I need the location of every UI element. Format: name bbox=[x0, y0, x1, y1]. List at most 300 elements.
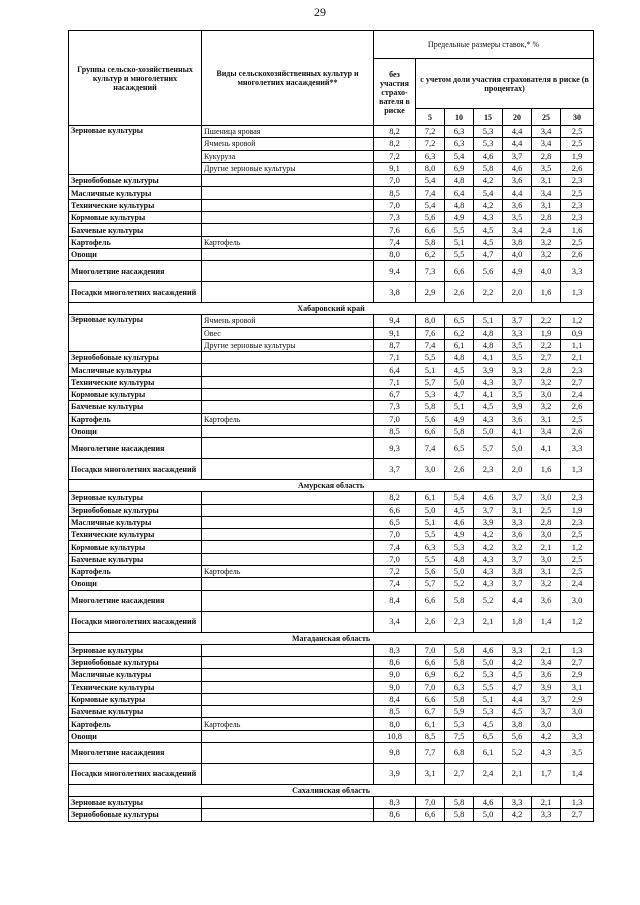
rate-no-participation-cell: 8,2 bbox=[374, 138, 416, 150]
rate-value-cell: 1,3 bbox=[561, 644, 594, 656]
rate-value-cell: 6,4 bbox=[445, 187, 474, 199]
crop-type-cell: Картофель bbox=[202, 236, 374, 248]
rate-value-cell: 4,0 bbox=[532, 261, 561, 282]
table-row bbox=[69, 282, 594, 303]
rate-value-cell: 2,1 bbox=[532, 644, 561, 656]
table-row bbox=[69, 126, 594, 138]
crop-type-cell bbox=[202, 261, 374, 282]
rate-value-cell: 3,6 bbox=[532, 590, 561, 611]
rate-value-cell: 3,2 bbox=[532, 401, 561, 413]
rate-value-cell: 4,9 bbox=[445, 413, 474, 425]
rate-value-cell: 3,3 bbox=[503, 327, 532, 339]
rate-value-cell: 3,7 bbox=[503, 492, 532, 504]
page-number: 29 bbox=[314, 5, 326, 19]
rate-no-participation-cell: 8,5 bbox=[374, 187, 416, 199]
rate-no-participation-cell: 9,8 bbox=[374, 742, 416, 763]
rate-value-cell: 3,0 bbox=[532, 718, 561, 730]
rate-value-cell: 4,7 bbox=[445, 389, 474, 401]
rate-no-participation-cell: 7,6 bbox=[374, 224, 416, 236]
crop-group-cell: Масличные культуры bbox=[69, 516, 202, 528]
table-row bbox=[69, 669, 594, 681]
rate-value-cell: 1,2 bbox=[561, 541, 594, 553]
table-row bbox=[69, 261, 594, 282]
crop-type-cell: Картофель bbox=[202, 413, 374, 425]
crop-type-cell bbox=[202, 282, 374, 303]
rate-value-cell: 4,2 bbox=[503, 656, 532, 668]
rate-value-cell: 6,2 bbox=[445, 327, 474, 339]
rate-value-cell: 1,6 bbox=[532, 459, 561, 480]
rate-value-cell: 5,3 bbox=[416, 389, 445, 401]
rate-value-cell: 6,6 bbox=[416, 809, 445, 821]
crop-type-cell bbox=[202, 504, 374, 516]
rate-value-cell: 3,3 bbox=[561, 730, 594, 742]
rate-no-participation-cell: 8,2 bbox=[374, 126, 416, 138]
rate-value-cell: 1,2 bbox=[561, 611, 594, 632]
rate-no-participation-cell: 9,0 bbox=[374, 681, 416, 693]
header-pct-20: 20 bbox=[503, 109, 532, 126]
rate-value-cell: 5,4 bbox=[445, 492, 474, 504]
crop-group-cell: Картофель bbox=[69, 413, 202, 425]
table-row bbox=[69, 236, 594, 248]
rate-value-cell: 5,0 bbox=[474, 656, 503, 668]
crop-type-cell bbox=[202, 438, 374, 459]
rate-value-cell: 5,8 bbox=[445, 693, 474, 705]
rate-value-cell: 4,2 bbox=[474, 199, 503, 211]
rate-value-cell: 3,0 bbox=[561, 706, 594, 718]
table-row bbox=[69, 212, 594, 224]
rate-no-participation-cell: 7,4 bbox=[374, 236, 416, 248]
rate-value-cell: 4,4 bbox=[503, 590, 532, 611]
rate-value-cell: 1,7 bbox=[532, 763, 561, 784]
rate-value-cell: 2,3 bbox=[561, 199, 594, 211]
rate-value-cell: 1,9 bbox=[561, 150, 594, 162]
rate-value-cell: 3,7 bbox=[503, 553, 532, 565]
rate-no-participation-cell: 9,4 bbox=[374, 315, 416, 327]
rate-value-cell: 2,1 bbox=[532, 796, 561, 808]
rate-no-participation-cell: 8,4 bbox=[374, 590, 416, 611]
crop-type-cell bbox=[202, 175, 374, 187]
header-no-participation: без участия страхо-вателя в риске bbox=[374, 59, 416, 126]
rate-value-cell: 3,7 bbox=[532, 693, 561, 705]
crop-group-cell: Технические культуры bbox=[69, 199, 202, 211]
rate-no-participation-cell: 9,1 bbox=[374, 327, 416, 339]
rate-value-cell: 5,8 bbox=[416, 236, 445, 248]
rate-value-cell: 5,5 bbox=[416, 529, 445, 541]
rate-value-cell: 5,1 bbox=[474, 315, 503, 327]
rate-value-cell: 5,3 bbox=[474, 138, 503, 150]
rate-value-cell: 8,0 bbox=[416, 162, 445, 174]
rate-value-cell: 2,5 bbox=[561, 126, 594, 138]
rate-value-cell: 2,1 bbox=[474, 611, 503, 632]
rate-value-cell: 1,9 bbox=[561, 504, 594, 516]
rate-value-cell: 4,5 bbox=[474, 236, 503, 248]
crop-type-cell bbox=[202, 809, 374, 821]
rate-value-cell: 3,1 bbox=[532, 175, 561, 187]
rate-no-participation-cell: 8,5 bbox=[374, 425, 416, 437]
rate-no-participation-cell: 3,8 bbox=[374, 282, 416, 303]
rate-value-cell: 3,9 bbox=[474, 516, 503, 528]
rate-value-cell: 5,5 bbox=[445, 248, 474, 260]
crop-group-cell: Овощи bbox=[69, 248, 202, 260]
rate-value-cell: 2,5 bbox=[561, 529, 594, 541]
rate-value-cell: 5,2 bbox=[445, 578, 474, 590]
rate-value-cell: 1,9 bbox=[532, 327, 561, 339]
rate-value-cell: 3,2 bbox=[532, 236, 561, 248]
rate-value-cell: 5,6 bbox=[416, 212, 445, 224]
rate-value-cell: 3,2 bbox=[532, 376, 561, 388]
rate-value-cell: 5,0 bbox=[445, 566, 474, 578]
rate-value-cell: 3,7 bbox=[474, 504, 503, 516]
rate-value-cell: 4,5 bbox=[503, 669, 532, 681]
rate-value-cell: 3,3 bbox=[503, 364, 532, 376]
rate-value-cell: 5,0 bbox=[445, 376, 474, 388]
rate-value-cell: 2,0 bbox=[503, 282, 532, 303]
table-row bbox=[69, 175, 594, 187]
rate-value-cell: 5,9 bbox=[445, 706, 474, 718]
crop-type-cell bbox=[202, 681, 374, 693]
table-row bbox=[69, 681, 594, 693]
rate-value-cell: 3,2 bbox=[532, 248, 561, 260]
rate-value-cell: 2,2 bbox=[532, 339, 561, 351]
rate-value-cell: 7,4 bbox=[416, 187, 445, 199]
rate-value-cell: 4,5 bbox=[445, 364, 474, 376]
rate-value-cell: 3,9 bbox=[474, 364, 503, 376]
crop-type-cell bbox=[202, 644, 374, 656]
table-row bbox=[69, 529, 594, 541]
rate-value-cell: 5,8 bbox=[474, 162, 503, 174]
rate-value-cell: 1,6 bbox=[561, 224, 594, 236]
rate-value-cell: 5,6 bbox=[416, 566, 445, 578]
rate-value-cell: 6,3 bbox=[416, 150, 445, 162]
rate-value-cell: 3,4 bbox=[503, 224, 532, 236]
crop-type-cell bbox=[202, 656, 374, 668]
rate-no-participation-cell: 8,3 bbox=[374, 796, 416, 808]
crop-type-cell bbox=[202, 553, 374, 565]
crop-group-cell: Технические культуры bbox=[69, 529, 202, 541]
crop-type-cell bbox=[202, 187, 374, 199]
crop-type-cell bbox=[202, 796, 374, 808]
rate-value-cell: 3,4 bbox=[532, 126, 561, 138]
rate-value-cell: 3,4 bbox=[532, 187, 561, 199]
table-row bbox=[69, 425, 594, 437]
rate-value-cell: 6,8 bbox=[445, 742, 474, 763]
crop-group-cell: Посадки многолетних насаждений bbox=[69, 459, 202, 480]
crop-type-cell: Картофель bbox=[202, 566, 374, 578]
crop-type-cell bbox=[202, 578, 374, 590]
rate-value-cell: 6,6 bbox=[416, 224, 445, 236]
rate-no-participation-cell: 7,4 bbox=[374, 541, 416, 553]
rate-no-participation-cell: 8,0 bbox=[374, 718, 416, 730]
rate-value-cell: 4,7 bbox=[474, 248, 503, 260]
rate-no-participation-cell: 9,0 bbox=[374, 669, 416, 681]
crop-group-cell: Посадки многолетних насаждений bbox=[69, 763, 202, 784]
rate-value-cell: 4,3 bbox=[474, 413, 503, 425]
rate-value-cell: 6,9 bbox=[445, 162, 474, 174]
rate-no-participation-cell: 7,3 bbox=[374, 212, 416, 224]
rate-value-cell: 2,6 bbox=[416, 611, 445, 632]
rate-value-cell: 2,5 bbox=[561, 236, 594, 248]
rate-value-cell: 3,6 bbox=[503, 175, 532, 187]
crop-type-cell bbox=[202, 763, 374, 784]
rate-value-cell bbox=[561, 718, 594, 730]
rate-value-cell: 3,3 bbox=[503, 644, 532, 656]
crop-type-cell bbox=[202, 389, 374, 401]
rate-value-cell: 3,2 bbox=[532, 578, 561, 590]
rate-value-cell: 1,3 bbox=[561, 459, 594, 480]
rate-value-cell: 3,6 bbox=[532, 669, 561, 681]
rate-value-cell: 3,8 bbox=[503, 718, 532, 730]
rate-value-cell: 6,3 bbox=[445, 681, 474, 693]
rate-no-participation-cell: 8,6 bbox=[374, 809, 416, 821]
table-row bbox=[69, 693, 594, 705]
rate-value-cell: 5,6 bbox=[474, 261, 503, 282]
rate-value-cell: 7,0 bbox=[416, 644, 445, 656]
rate-no-participation-cell: 3,9 bbox=[374, 763, 416, 784]
crop-group-cell: Бахчевые культуры bbox=[69, 401, 202, 413]
rate-value-cell: 4,5 bbox=[474, 401, 503, 413]
crop-group-cell: Посадки многолетних насаждений bbox=[69, 611, 202, 632]
table-row bbox=[69, 315, 594, 327]
rate-value-cell: 1,2 bbox=[561, 315, 594, 327]
rate-value-cell: 2,3 bbox=[561, 212, 594, 224]
rate-value-cell: 6,6 bbox=[416, 425, 445, 437]
rate-value-cell: 4,2 bbox=[474, 529, 503, 541]
crop-type-cell bbox=[202, 590, 374, 611]
rate-value-cell: 5,2 bbox=[474, 590, 503, 611]
rate-no-participation-cell: 6,5 bbox=[374, 516, 416, 528]
rate-value-cell: 6,9 bbox=[416, 669, 445, 681]
table-row bbox=[69, 389, 594, 401]
rate-value-cell: 2,8 bbox=[532, 212, 561, 224]
crop-group-cell: Зернобобовые культуры bbox=[69, 809, 202, 821]
rate-value-cell: 1,8 bbox=[503, 611, 532, 632]
rate-value-cell: 3,0 bbox=[532, 492, 561, 504]
rate-value-cell: 3,3 bbox=[532, 809, 561, 821]
rate-value-cell: 3,3 bbox=[561, 261, 594, 282]
rate-value-cell: 5,8 bbox=[445, 425, 474, 437]
rate-value-cell: 4,8 bbox=[445, 553, 474, 565]
rate-value-cell: 5,1 bbox=[474, 693, 503, 705]
rate-value-cell: 4,5 bbox=[503, 706, 532, 718]
rate-no-participation-cell: 8,0 bbox=[374, 248, 416, 260]
rate-value-cell: 2,1 bbox=[532, 541, 561, 553]
table-row bbox=[69, 566, 594, 578]
rate-value-cell: 5,0 bbox=[503, 438, 532, 459]
rate-value-cell: 3,4 bbox=[532, 138, 561, 150]
rate-value-cell: 4,9 bbox=[445, 212, 474, 224]
table-row bbox=[69, 413, 594, 425]
rate-value-cell: 2,0 bbox=[503, 459, 532, 480]
crop-group-cell: Кормовые культуры bbox=[69, 389, 202, 401]
rate-value-cell: 5,0 bbox=[416, 504, 445, 516]
rate-no-participation-cell: 8,7 bbox=[374, 339, 416, 351]
crop-type-cell bbox=[202, 376, 374, 388]
table-row bbox=[69, 706, 594, 718]
crop-group-cell: Кормовые культуры bbox=[69, 212, 202, 224]
rate-value-cell: 4,7 bbox=[503, 681, 532, 693]
rate-value-cell: 4,1 bbox=[474, 389, 503, 401]
rate-no-participation-cell: 9,3 bbox=[374, 438, 416, 459]
rate-value-cell: 5,1 bbox=[445, 401, 474, 413]
crop-group-cell: Технические культуры bbox=[69, 681, 202, 693]
rate-value-cell: 6,6 bbox=[416, 656, 445, 668]
crop-type-cell: Ячмень яровой bbox=[202, 315, 374, 327]
header-pct-15: 15 bbox=[474, 109, 503, 126]
rate-value-cell: 1,1 bbox=[561, 339, 594, 351]
rate-value-cell: 3,0 bbox=[532, 529, 561, 541]
rate-value-cell: 3,3 bbox=[503, 796, 532, 808]
rate-value-cell: 4,2 bbox=[474, 175, 503, 187]
crop-type-cell bbox=[202, 611, 374, 632]
rate-value-cell: 6,1 bbox=[416, 718, 445, 730]
rate-value-cell: 4,6 bbox=[474, 796, 503, 808]
rate-value-cell: 7,0 bbox=[416, 796, 445, 808]
region-row bbox=[69, 784, 594, 796]
rate-value-cell: 1,6 bbox=[532, 282, 561, 303]
rate-no-participation-cell: 7,2 bbox=[374, 150, 416, 162]
rate-value-cell: 4,5 bbox=[445, 504, 474, 516]
rate-value-cell: 4,2 bbox=[474, 541, 503, 553]
rate-value-cell: 2,6 bbox=[445, 459, 474, 480]
rate-value-cell: 6,5 bbox=[474, 730, 503, 742]
rate-no-participation-cell: 7,0 bbox=[374, 199, 416, 211]
rate-value-cell: 2,8 bbox=[532, 364, 561, 376]
header-with-participation: с учетом доли участия страхователя в риске (в процентах) bbox=[416, 59, 594, 109]
rate-value-cell: 2,3 bbox=[561, 516, 594, 528]
rate-value-cell: 4,3 bbox=[474, 566, 503, 578]
rate-value-cell: 3,7 bbox=[503, 315, 532, 327]
rate-value-cell: 6,5 bbox=[445, 315, 474, 327]
rate-no-participation-cell: 8,3 bbox=[374, 644, 416, 656]
rate-value-cell: 2,7 bbox=[561, 809, 594, 821]
crop-group-cell: Картофель bbox=[69, 718, 202, 730]
rate-value-cell: 5,1 bbox=[416, 516, 445, 528]
rate-value-cell: 3,3 bbox=[561, 438, 594, 459]
crop-type-cell bbox=[202, 401, 374, 413]
rate-value-cell: 5,3 bbox=[445, 718, 474, 730]
rate-value-cell: 5,8 bbox=[416, 401, 445, 413]
rate-value-cell: 3,1 bbox=[561, 681, 594, 693]
rate-value-cell: 5,5 bbox=[474, 681, 503, 693]
rate-value-cell: 2,3 bbox=[561, 364, 594, 376]
rate-value-cell: 3,0 bbox=[416, 459, 445, 480]
rate-no-participation-cell: 6,4 bbox=[374, 364, 416, 376]
rate-value-cell: 2,4 bbox=[561, 578, 594, 590]
rate-value-cell: 4,2 bbox=[503, 809, 532, 821]
rate-value-cell: 2,3 bbox=[445, 611, 474, 632]
rate-value-cell: 3,4 bbox=[532, 425, 561, 437]
rate-value-cell: 2,4 bbox=[561, 389, 594, 401]
rate-no-participation-cell: 6,7 bbox=[374, 389, 416, 401]
region-row bbox=[69, 632, 594, 644]
rate-value-cell: 5,3 bbox=[445, 541, 474, 553]
rate-value-cell: 6,5 bbox=[445, 438, 474, 459]
table-row bbox=[69, 364, 594, 376]
rate-value-cell: 3,7 bbox=[503, 578, 532, 590]
crop-type-cell bbox=[202, 669, 374, 681]
rate-value-cell: 5,8 bbox=[445, 590, 474, 611]
rate-value-cell: 2,4 bbox=[474, 763, 503, 784]
crop-type-cell bbox=[202, 425, 374, 437]
header-pct-10: 10 bbox=[445, 109, 474, 126]
rate-no-participation-cell: 8,4 bbox=[374, 693, 416, 705]
table-row bbox=[69, 644, 594, 656]
rate-value-cell: 3,9 bbox=[503, 401, 532, 413]
rate-value-cell: 4,2 bbox=[532, 730, 561, 742]
rate-value-cell: 3,8 bbox=[503, 566, 532, 578]
crop-type-cell bbox=[202, 199, 374, 211]
rate-value-cell: 3,3 bbox=[503, 516, 532, 528]
crop-type-cell bbox=[202, 693, 374, 705]
crop-group-cell: Кормовые культуры bbox=[69, 541, 202, 553]
rate-value-cell: 4,8 bbox=[445, 199, 474, 211]
crop-type-cell bbox=[202, 706, 374, 718]
table-row bbox=[69, 796, 594, 808]
rate-value-cell: 2,1 bbox=[561, 352, 594, 364]
rate-value-cell: 4,1 bbox=[532, 438, 561, 459]
rate-value-cell: 3,6 bbox=[503, 529, 532, 541]
table-row bbox=[69, 376, 594, 388]
header-rate-limits: Предельные размеры ставок,* % bbox=[374, 31, 594, 59]
rate-value-cell: 3,7 bbox=[503, 150, 532, 162]
rate-value-cell: 2,8 bbox=[532, 516, 561, 528]
table-row bbox=[69, 809, 594, 821]
region-row bbox=[69, 480, 594, 492]
insurance-rates-table bbox=[68, 30, 594, 822]
rate-value-cell: 8,5 bbox=[416, 730, 445, 742]
rate-value-cell: 4,4 bbox=[503, 187, 532, 199]
crop-group-cell: Многолетние насаждения bbox=[69, 590, 202, 611]
crop-type-cell bbox=[202, 742, 374, 763]
crop-group-cell: Посадки многолетних насаждений bbox=[69, 282, 202, 303]
header-pct-25: 25 bbox=[532, 109, 561, 126]
rate-value-cell: 2,6 bbox=[561, 425, 594, 437]
table-row bbox=[69, 224, 594, 236]
rate-value-cell: 2,9 bbox=[561, 693, 594, 705]
crop-type-cell bbox=[202, 529, 374, 541]
crop-group-cell: Бахчевые культуры bbox=[69, 706, 202, 718]
crop-type-cell bbox=[202, 212, 374, 224]
rate-value-cell: 6,6 bbox=[416, 590, 445, 611]
table-row bbox=[69, 492, 594, 504]
rate-value-cell: 7,3 bbox=[416, 261, 445, 282]
rate-value-cell: 5,0 bbox=[474, 809, 503, 821]
rate-value-cell: 2,6 bbox=[561, 401, 594, 413]
table-row bbox=[69, 504, 594, 516]
crop-group-cell: Зернобобовые культуры bbox=[69, 656, 202, 668]
crop-group-cell: Овощи bbox=[69, 578, 202, 590]
rate-value-cell: 3,1 bbox=[532, 566, 561, 578]
crop-group-cell: Зернобобовые культуры bbox=[69, 175, 202, 187]
rate-value-cell: 3,1 bbox=[532, 199, 561, 211]
rate-value-cell: 5,4 bbox=[474, 187, 503, 199]
rate-value-cell: 1,4 bbox=[561, 763, 594, 784]
rate-value-cell: 7,2 bbox=[416, 126, 445, 138]
rate-value-cell: 4,3 bbox=[474, 376, 503, 388]
rate-value-cell: 5,3 bbox=[474, 706, 503, 718]
table-row bbox=[69, 656, 594, 668]
rate-no-participation-cell: 3,7 bbox=[374, 459, 416, 480]
header-pct-30: 30 bbox=[561, 109, 594, 126]
table-row bbox=[69, 718, 594, 730]
rate-value-cell: 3,7 bbox=[532, 706, 561, 718]
rate-value-cell: 3,5 bbox=[561, 742, 594, 763]
region-title: Сахалинская область bbox=[69, 784, 594, 796]
table-row bbox=[69, 248, 594, 260]
rate-value-cell: 4,6 bbox=[445, 516, 474, 528]
crop-group-cell: Овощи bbox=[69, 730, 202, 742]
region-title: Хабаровский край bbox=[69, 303, 594, 315]
